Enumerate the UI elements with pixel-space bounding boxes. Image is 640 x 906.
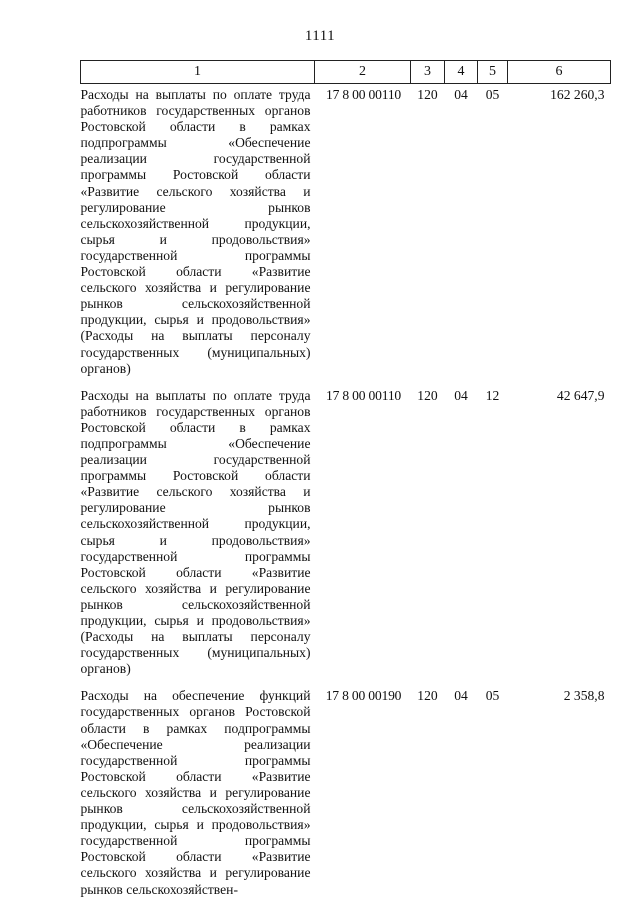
- header-col-6: 6: [508, 61, 611, 84]
- row-expense-type: 120: [417, 87, 438, 102]
- row-section: 04: [454, 87, 468, 102]
- budget-table: [80, 60, 611, 906]
- row-expense-type: 120: [417, 688, 438, 704]
- table-row: [81, 685, 611, 905]
- row-subsection: 12: [485, 387, 500, 403]
- page-number: 1111: [304, 28, 336, 44]
- row-subsection: 05: [485, 688, 500, 704]
- header-row: [81, 61, 611, 84]
- header-col-3: 3: [411, 61, 445, 84]
- row-expense-type: 120: [417, 387, 438, 403]
- header-col-5: 5: [478, 61, 508, 84]
- row-target-code: 17 8 00 00110: [325, 387, 402, 403]
- row-amount: 162 260,3: [550, 87, 605, 102]
- header-col-4: 4: [445, 61, 478, 84]
- header-col-2: 2: [315, 61, 411, 84]
- row-target-code: 17 8 00 00110: [325, 87, 402, 102]
- row-amount: 2 358,8: [563, 688, 605, 704]
- table-row: [81, 84, 611, 385]
- row-subsection: 05: [485, 87, 500, 102]
- row-description: Расходы на выплаты по оплате труда работников государственных органов Ростовской области в рамках подпрограммы «Обеспечение реализации государственной программы Ростовской области «Развитие сельского хозяйства и регулирование рынков сельскохозяйственной продукции, сырья и продовольствия» государственной программы Ростовской области «Развитие сельского хозяйства и регулирование рынков сельскохозяйственной продукции, сырья и продовольствия» (Расходы на выплаты персоналу государственных (муниципальных) органов): [80, 387, 311, 677]
- table-row: [81, 385, 611, 686]
- row-amount: 42 647,9: [556, 387, 605, 403]
- row-target-code: 17 8 00 00190: [325, 688, 402, 704]
- row-section: 04: [454, 688, 468, 704]
- row-section: 04: [454, 387, 468, 403]
- header-col-1: 1: [81, 61, 315, 84]
- row-description: Расходы на выплаты по оплате труда работников государственных органов Ростовской области в рамках подпрограммы «Обеспечение реализации государственной программы Ростовской области «Развитие сельского хозяйства и регулирование рынков сельскохозяйственной продукции, сырья и продовольствия» государственной программы Ростовской области «Развитие сельского хозяйства и регулирование рынков сельскохозяйственной продукции, сырья и продовольствия» (Расходы на выплаты персоналу государственных (муниципальных) органов): [80, 87, 311, 376]
- table-body: [81, 84, 611, 906]
- table-header: [81, 61, 611, 84]
- row-description: Расходы на обеспечение функций государственных органов Ростовской области в рамках подпрограммы «Обеспечение реализации государственной программы Ростовской области «Развитие сельского хозяйства и регулирование рынков сельскохозяйственной продукции, сырья и продовольствия» государственной программы Ростовской области «Развитие сельского хозяйства и регулирование рынков сельскохозяйствен-: [80, 688, 311, 897]
